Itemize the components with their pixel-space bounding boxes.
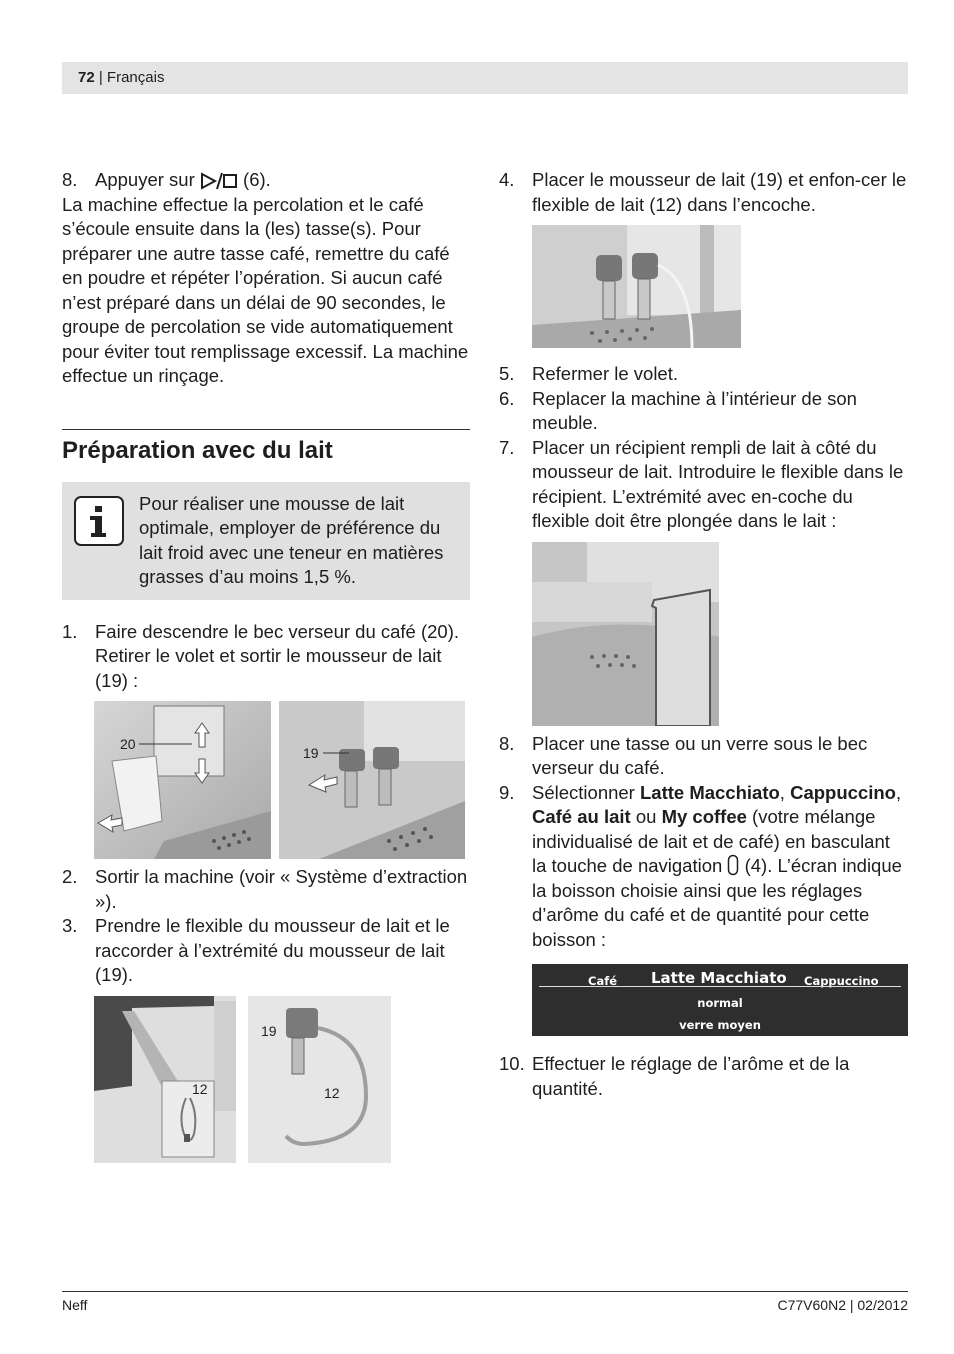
footer-divider [62, 1291, 908, 1292]
display-right-item: Cappuccino [804, 974, 879, 988]
display-screen [532, 964, 908, 1036]
step-text: Placer un récipient rempli de lait à côté du mousseur de lait. Introduire le flexible dans le récipient. L’extrémité avec en-coche du flexible doit être plongée dans le lait : [532, 436, 904, 531]
step-text: Appuyer sur [95, 169, 195, 190]
step-7 [499, 436, 909, 534]
figure-milk-container [532, 542, 719, 726]
option-latte-macchiato: Latte Macchiato [639, 781, 780, 803]
step-text-after: (6). [243, 169, 271, 190]
step-text: Faire descendre le bec verseur du café (20). Retirer le volet et sortir le mousseur de lait (19) : [95, 620, 460, 691]
step-number: 9. [499, 781, 515, 803]
header-language: Français [106, 69, 165, 86]
step-1 [62, 620, 470, 694]
step-text: Placer le mousseur de lait (19) et enfon-cer le flexible de lait (12) dans l’encoche. [532, 169, 907, 215]
section-title: Préparation avec du lait [62, 436, 333, 464]
step-8-right [499, 732, 909, 781]
step-text: Effectuer le réglage de l’arôme et de la quantité. [532, 1053, 850, 1099]
option-my-coffee: My coffee [661, 806, 747, 827]
display-divider [539, 986, 901, 987]
navigation-rocker-icon [727, 854, 739, 876]
option-cafe-au-lait: Café au lait [532, 806, 631, 827]
figure-hose-connect [248, 996, 391, 1163]
footer-model-date: C77V60N2 | 02/2012 [777, 1297, 908, 1313]
right-column [499, 168, 909, 1101]
figure-hose-storage [94, 996, 236, 1163]
step-number: 6. [499, 387, 515, 409]
step-number: 3. [62, 915, 78, 936]
step-text: Placer une tasse ou un verre sous le bec verseur du café. [532, 732, 868, 778]
fig3-label-12-storage: 12 [192, 1080, 208, 1097]
fig1-label-20: 20 [120, 736, 136, 752]
step-text-1: Sélectionner [532, 781, 640, 803]
step-4 [499, 168, 909, 217]
display-quantity: verre moyen [679, 1018, 761, 1032]
step-3 [62, 914, 470, 988]
step-number: 8. [499, 732, 515, 754]
fig1-label-19: 19 [303, 745, 319, 761]
left-column [62, 168, 470, 1163]
page-number: 72 [78, 69, 95, 86]
footer-brand: Neff [62, 1297, 88, 1313]
option-cappuccino: Cappuccino [790, 781, 896, 803]
step-text-5: (votre mélange individualisé de lait et de café) en basculant la touche de navigation [532, 806, 890, 876]
step-text-3: , [895, 781, 902, 803]
step-text: Replacer la machine à l’intérieur de son meuble. [532, 387, 857, 433]
display-aroma: normal [697, 996, 743, 1010]
start-stop-icon [200, 172, 238, 190]
step-number: 8. [62, 169, 78, 190]
step-9 [499, 781, 909, 953]
step-8-left [62, 168, 470, 193]
step-text-4: ou [630, 806, 662, 827]
page-header [62, 62, 908, 94]
step-number: 4. [499, 169, 515, 190]
step-number: 1. [62, 620, 78, 642]
step-text-2: , [779, 781, 791, 803]
step-text: Sortir la machine (voir « Système d’extraction »). [95, 866, 468, 912]
step-8-description: La machine effectue la percolation et le café s’écoule ensuite dans la (les) tasse(s). Pour préparer une autre tasse café, remettre du café en poudre et répéter l’opération. Si aucun café n’est préparé dans un délai de 90 secondes, le groupe de percolation se vide automatiquement pour éviter tout remplissage excessif. La machine effectue un rinçage. [62, 193, 469, 386]
step-number: 7. [499, 436, 515, 458]
fig3-label-12: 12 [324, 1084, 340, 1101]
fig3-label-19: 19 [261, 1022, 277, 1039]
step-2 [62, 865, 470, 914]
figure-insert-frother [532, 225, 741, 348]
step-text-6: (4). L’écran indique la boisson choisie ainsi que les réglages d’arôme du café et de quantité pour cette boisson : [532, 855, 902, 950]
step-6 [499, 387, 909, 436]
step-10 [499, 1052, 909, 1101]
step-number: 10. [499, 1053, 525, 1074]
figure-take-out-frother [279, 701, 465, 859]
notice-text: Pour réaliser une mousse de lait optimale, employer de préférence du lait froid avec une teneur en matières grasses d’au moins 1,5 %. [139, 492, 444, 587]
step-5 [499, 362, 909, 387]
figure-row-1 [94, 701, 470, 859]
step-text: Prendre le flexible du mousseur de lait et le raccorder à l’extrémité du mousseur de lait (19). [95, 915, 450, 985]
step-number: 2. [62, 866, 78, 887]
info-notice [62, 482, 470, 600]
display-selected-item: Latte Macchiato [651, 969, 787, 987]
step-text: Refermer le volet. [532, 363, 678, 384]
figure-row-3 [94, 996, 470, 1163]
display-left-item: Café [588, 974, 618, 988]
info-icon [74, 496, 124, 546]
header-separator: | [94, 69, 107, 86]
figure-remove-flap [94, 701, 271, 859]
step-number: 5. [499, 363, 515, 384]
